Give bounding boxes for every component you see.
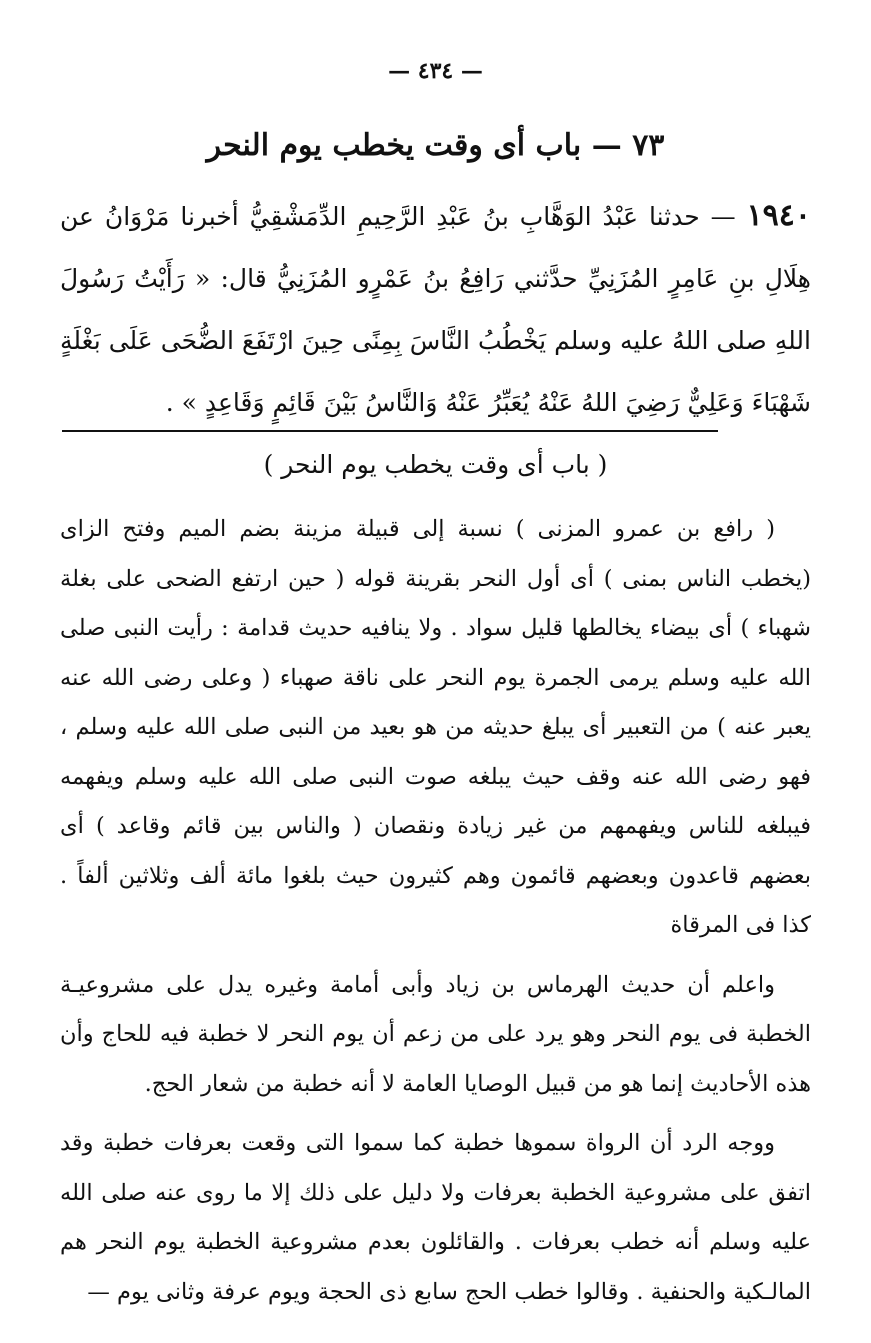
hadith-number: ١٩٤٠ (746, 198, 811, 233)
commentary-paragraph: ووجه الرد أن الرواة سموها خطبة كما سموا التى وقعت بعرفات خطبة وقد اتفق على مشروعية الخطبة بعرفات ولا دليل على ذلك إلا ما روى عنه صلى الله عليه وسلم أنه خطب بعرفات . والقائلون بعدم مشروعية الخطبة يوم النحر هم المالـكية والحنفية . وقالوا خطب الحج سابع ذى الحجة ويوم عرفة وثانى يوم — (60, 1130, 811, 1305)
hadith-text: — حدثنا عَبْدُ الوَهَّابِ بنُ عَبْدِ الرَّحِيمِ الدِّمَشْقِيُّ أخبرنا مَرْوَانُ عن هِلَالِ بنِ عَامِرٍ المُزَنِيِّ حدَّثني رَافِعُ بنُ عَمْرٍو المُزَنِيُّ قال: « رَأَيْتُ رَسُولَ اللهِ صلى اللهُ عليه وسلم يَخْطُبُ النَّاسَ بِمِنًى حِينَ ارْتَفَعَ الضُّحَى عَلَى بَغْلَةٍ شَهْبَاءَ وَعَلِيٌّ رَضِيَ اللهُ عَنْهُ يُعَبِّرُ عَنْهُ وَالنَّاسُ بَيْنَ قَائِمٍ وَقَاعِدٍ » . (60, 202, 811, 417)
page-number: — ٤٣٤ — (388, 58, 483, 84)
chapter-title: ٧٣ — باب أى وقت يخطب يوم النحر (206, 128, 665, 163)
hadith-text-block (60, 185, 811, 434)
commentary-body (60, 505, 811, 1317)
section-divider (62, 430, 718, 432)
commentary-paragraph: واعلم أن حديث الهرماس بن زياد وأبى أمامة وغيره يدل على مشروعيـة الخطبة فى يوم النحر وهو يرد على من زعم أن يوم النحر لا خطبة فيه للحاج وأن هذه الأحاديث إنما هو من قبيل الوصايا العامة لا أنه خطبة من شعار الحج. (60, 971, 811, 1097)
commentary-title: ( باب أى وقت يخطب يوم النحر ) (263, 450, 608, 479)
commentary-paragraph: ( رافع بن عمرو المزنى ) نسبة إلى قبيلة مزينة بضم الميم وفتح الزاى (يخطب الناس بمنى ) أى أول النحر بقرينة قوله ( حين ارتفع الضحى على بغلة شهباء ) أى بيضاء يخالطها قليل سواد . ولا ينافيه حديث قدامة : رأيت النبى صلى الله عليه وسلم يرمى الجمرة يوم النحر على ناقة صهباء ( وعلى رضى الله عنه يعبر عنه ) من التعبير أى يبلغ حديثه من هو بعيد من النبى صلى الله عليه وسلم ، فهو رضى الله عنه وقف حيث يبلغه صوت النبى صلى الله عليه وسلم ويفهمه فيبلغه للناس ويفهمهم من غير زيادة ونقصان ( والناس بين قائم وقاعد ) أى بعضهم قاعدون وبعضهم قائمون وهم كثيرون حيث بلغوا مائة ألف وثلاثين ألفاً . كذا فى المرقاة (60, 516, 811, 938)
